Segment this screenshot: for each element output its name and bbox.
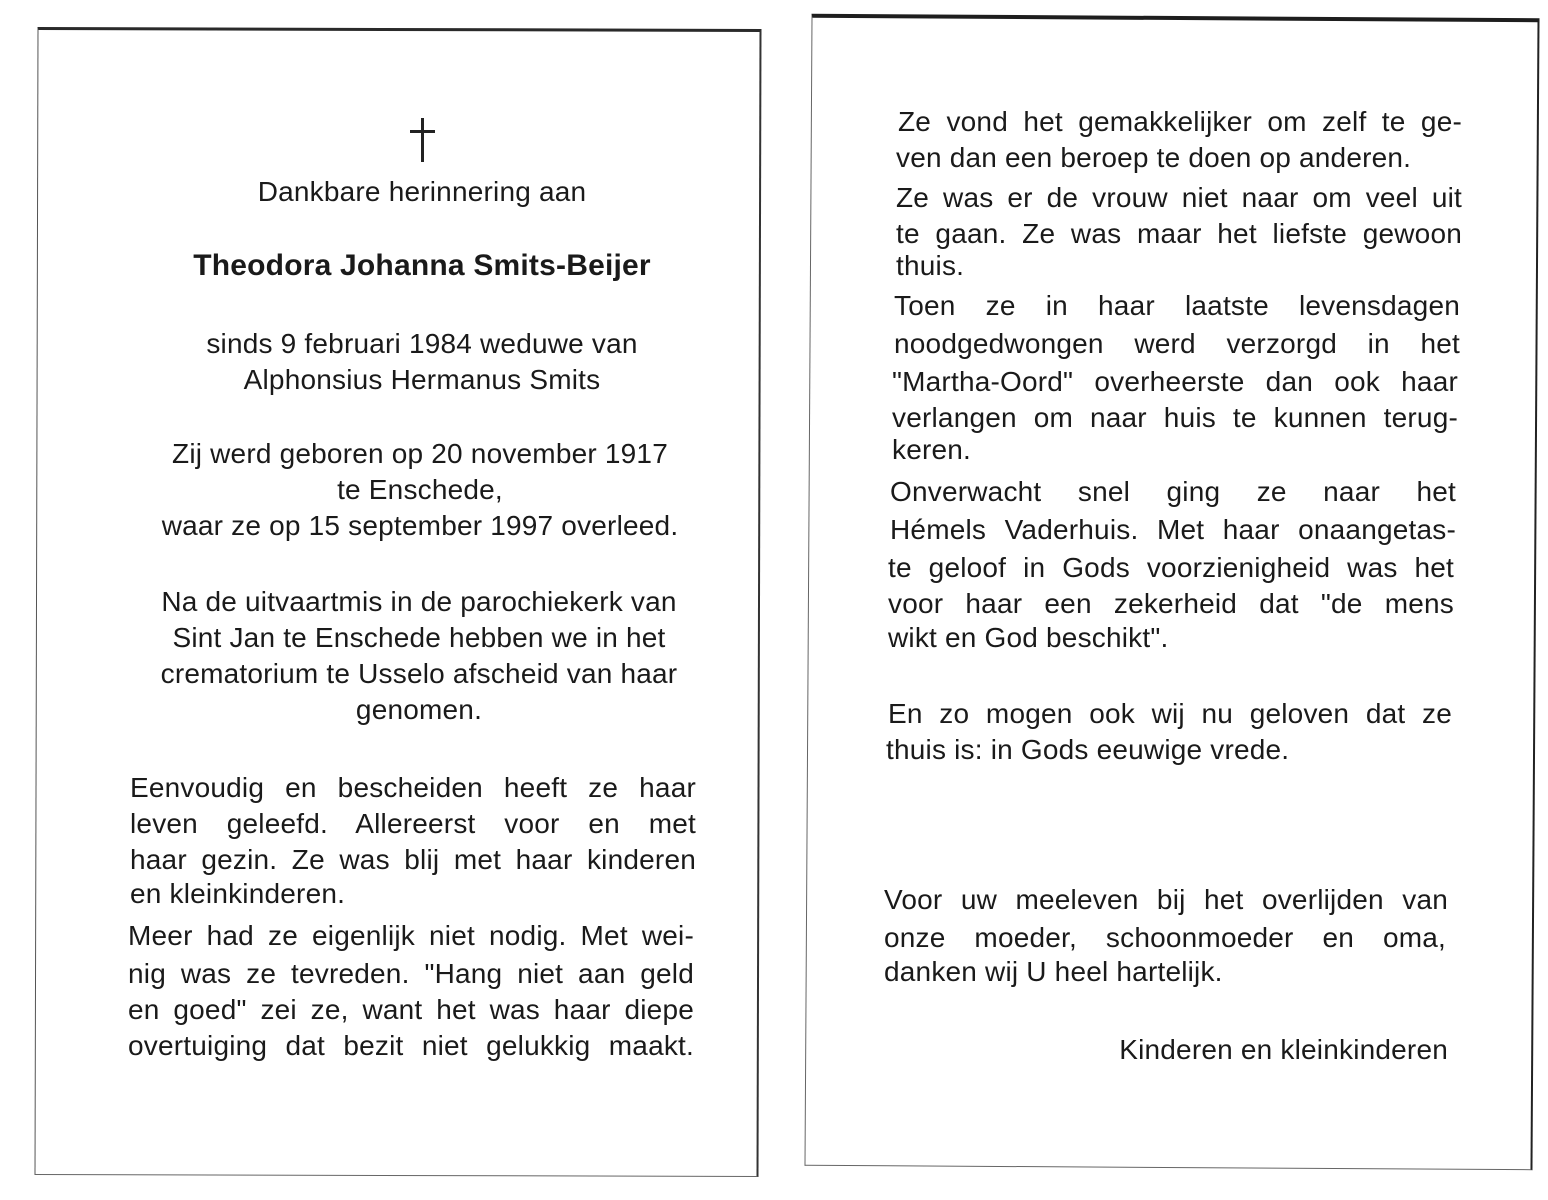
right-line-12: Hémels Vaderhuis. Met haar onaangetas- <box>890 514 1456 545</box>
funeral-line-4: genomen. <box>355 694 483 725</box>
life-line-6: nig was ze tevreden. "Hang niet aan geld <box>128 958 694 989</box>
right-line-8: "Martha-Oord" overheerste dan ook haar <box>892 366 1458 397</box>
faith-line-1: En zo mogen ook wij nu geloven dat ze <box>888 698 1452 729</box>
birth-line-2: te Enschede, <box>337 474 503 505</box>
life-line-5: Meer had ze eigenlijk niet nodig. Met wei- <box>128 920 694 951</box>
funeral-line-2: Sint Jan te Enschede hebben we in het <box>172 622 666 653</box>
right-line-14: voor haar een zekerheid dat "de mens <box>888 588 1454 619</box>
right-line-7: noodgedwongen werd verzorgd in het <box>894 328 1460 359</box>
funeral-line-1: Na de uitvaartmis in de parochiekerk van <box>161 586 677 617</box>
right-line-13: te geloof in Gods voorzienigheid was het <box>888 552 1454 583</box>
memorial-heading: Dankbare herinnering aan <box>257 176 587 207</box>
right-line-3: Ze was er de vrouw niet naar om veel uit <box>896 182 1462 213</box>
right-line-2: ven dan een beroep te doen op anderen. <box>896 142 1412 173</box>
signature: Kinderen en kleinkinderen <box>1119 1034 1448 1065</box>
right-line-15: wikt en God beschikt". <box>888 622 1169 653</box>
birth-line-3: waar ze op 15 september 1997 overleed. <box>161 510 679 541</box>
life-line-8: overtuiging dat bezit niet gelukkig maakt. <box>128 1030 694 1061</box>
funeral-line-3: crematorium te Usselo afscheid van haar <box>160 658 678 689</box>
birth-line-1: Zij werd geboren op 20 november 1917 <box>172 438 668 469</box>
life-line-7: en goed" zei ze, want het was haar diepe <box>128 994 694 1025</box>
widow-line-1: sinds 9 februari 1984 weduwe van <box>206 328 638 359</box>
life-line-3: haar gezin. Ze was blij met haar kinderen <box>130 844 696 875</box>
thanks-line-2: onze moeder, schoonmoeder en oma, <box>884 922 1446 953</box>
right-line-11: Onverwacht snel ging ze naar het <box>890 476 1456 507</box>
right-line-6: Toen ze in haar laatste levensdagen <box>894 290 1460 321</box>
life-line-1: Eenvoudig en bescheiden heeft ze haar <box>130 772 696 803</box>
faith-line-2: thuis is: in Gods eeuwige vrede. <box>886 734 1290 765</box>
widow-line-2: Alphonsius Hermanus Smits <box>243 364 601 395</box>
right-line-9: verlangen om naar huis te kunnen terug- <box>892 402 1458 433</box>
right-line-4: te gaan. Ze was maar het liefste gewoon <box>896 218 1462 249</box>
right-line-10: keren. <box>892 434 972 465</box>
cross-icon <box>408 118 438 164</box>
thanks-line-3: danken wij U heel hartelijk. <box>884 956 1223 987</box>
deceased-name: Theodora Johanna Smits-Beijer <box>193 249 651 282</box>
right-line-5: thuis. <box>896 250 965 281</box>
thanks-line-1: Voor uw meeleven bij het overlijden van <box>884 884 1448 915</box>
life-line-2: leven geleefd. Allereerst voor en met <box>130 808 696 839</box>
right-line-1: Ze vond het gemakkelijker om zelf te ge- <box>898 106 1462 137</box>
life-line-4: en kleinkinderen. <box>130 878 346 909</box>
